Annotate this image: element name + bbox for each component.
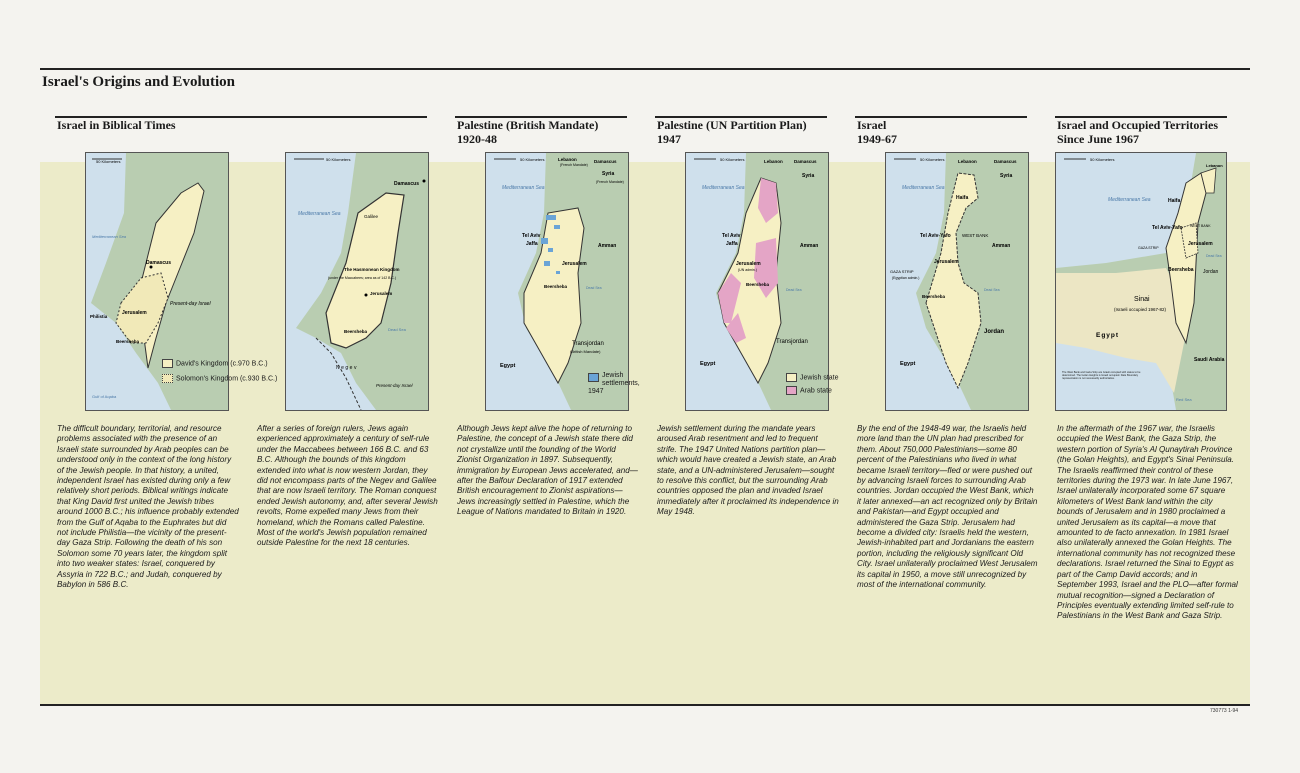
label-jordan: Jordan [1203,269,1219,275]
legend-swatch-david [162,359,173,368]
label-un-admin: (UN admin.) [738,268,757,272]
label-beersheba: Beersheba [116,339,140,344]
label-tel-aviv-yafo: Tel Aviv-Yafo [920,233,951,239]
panel-title-israel-1949-main: Israel [857,118,887,132]
label-amman: Amman [800,243,819,249]
label-mediterranean: Mediterranean Sea [902,185,945,191]
label-negev: Negev [336,365,358,371]
label-gulf-aqaba: Gulf of Aqaba [92,394,117,399]
label-tel-aviv-yafo: Tel Aviv-Yafo [1152,225,1183,231]
label-haifa: Haifa [1168,198,1181,204]
map-occupied-territories [1055,152,1227,411]
label-syria: Syria [1000,173,1013,179]
label-lebanon: Lebanon [764,159,783,164]
text-occupied [1057,424,1239,622]
label-damascus: Damascus [994,159,1017,164]
label-beersheba: Beersheba [746,282,770,287]
label-damascus: Damascus [594,159,617,164]
label-damascus: Damascus [794,159,817,164]
label-egypt: Egypt [900,361,916,367]
label-lebanon: Lebanon [1206,163,1223,168]
label-beersheba: Beersheba [544,284,568,289]
label-egyptian-admin: (Egyptian admin.) [892,276,920,280]
scale-label: 50 Kilometers [920,157,945,162]
map-israel-1949 [885,152,1029,411]
label-red-sea: Red Sea [1176,397,1192,402]
legend-label-solomon: Solomon's Kingdom (c.930 B.C.) [176,375,278,383]
text-mandate-body: Although Jews kept alive the hope of returning to Palestine, the concept of a Jewish state there did not crystallize until the founding of the World Zionist Organization in 1897. Subsequently, immigration by European Jews accelerated, and—after the Balfour Declaration of 1917 extended British encouragement to Zionist aspirations—Jews increasingly settled in Palestine, which the League of Nations mandated to Britain in 1920. [457,424,638,517]
text-mandate [457,424,639,518]
legend-label-arab-state: Arab state [800,387,832,395]
label-syria: Syria [802,173,815,179]
label-jerusalem: Jerusalem [736,261,761,267]
text-hasmonean [257,424,439,549]
catalog-number: 730773 1-94 [1210,708,1239,714]
label-mediterranean: Mediterranean Sea [1108,197,1151,203]
scale-label: 50 Kilometers [1090,157,1115,162]
map-hasmonean-svg [286,153,428,410]
label-syria-mandate: (French Mandate) [596,180,624,184]
text-hasmonean-body: After a series of foreign rulers, Jews again experienced approximately a century of self-rule under the Maccabees between 166 B.C. and 63 B.C. Although the bounds of this kingdom extended into what is now western Jordan, they did not encompass parts of the Negev and Galilee that are now Israeli territory. The Roman conquest ended Jewish autonomy, and, after several Jewish revolts, Rome expelled many Jews from their homeland, which the Romans called Palestine. Most of the world's Jewish population remained outside Palestine for the next 18 centuries. [257,424,438,548]
label-syria: Syria [602,171,615,177]
legend-mandate [588,372,652,396]
label-jerusalem: Jerusalem [562,261,587,267]
legend-item-solomon [162,374,277,383]
label-galilee: Galilee [364,214,379,219]
label-mediterranean: Mediterranean Sea [298,211,341,217]
legend-swatch-jewish-state [786,373,797,382]
label-present-day-israel: Present-day Israel [170,301,211,307]
label-sinai: Sinai [1134,296,1150,303]
legend-partition [786,373,839,396]
label-lebanon: Lebanon [558,157,577,162]
label-jaffa: Jaffa [726,241,738,247]
city-dot-damascus [423,180,426,183]
legend-swatch-settlements [588,373,599,382]
label-mediterranean: Mediterranean Sea [502,185,545,191]
scale-label: 50 Kilometers [720,157,745,162]
label-mediterranean: Mediterranean Sea [702,185,745,191]
label-sinai-note: (Israeli occupied 1967-82) [1114,307,1167,312]
label-beersheba: Beersheba [922,294,946,299]
label-dead-sea: Dead Sea [586,286,602,290]
panel-title-israel-1949-years: 1949-67 [857,132,897,146]
text-occupied-body: In the aftermath of the 1967 war, the Israelis occupied the West Bank, the Gaza Strip, the western portion of Syria's Al Qunaytirah Province (the Golan Heights), and Egypt's Sinai Peninsula. The Israelis reaffirmed their control of these territories during the 1973 war. In late June 1967, Israel unilaterally incorporated some 67 square kilometers of West Bank land within the city bounds of Jerusalem and in 1980 proclaimed a united Jerusalem as its capital—a move that amounted to de facto annexation. In 1981 Israel also unilaterally annexed the Golan Heights. The international community has not recognized these declarations. Israel returned the Sinai to Egypt as part of the Camp David accords; and in September 1993, Israel and the PLO—after formal mutual recognition—signed a Declaration of Principles eventually extending limited self-rule to Palestinians in the West Bank and Gaza Strip. [1057,424,1238,621]
panel-title-partition [657,118,807,146]
label-jerusalem: Jerusalem [122,310,147,316]
city-dot-jerusalem [365,294,368,297]
label-jaffa: Jaffa [526,241,538,247]
map-note: The West Bank and Gaza Strip are Israeli occupied with status to be determined. The Golan Heights is Israeli occupied. Date Boundary representation is not necessarily authoritative. [1062,371,1141,381]
bottom-rule [40,704,1250,706]
map-partition-svg [686,153,828,410]
label-jerusalem: Jerusalem [1188,241,1213,247]
label-west-bank: WEST BANK [1190,224,1211,228]
label-amman: Amman [598,243,617,249]
panel-title-mandate-main: Palestine (British Mandate) [457,118,599,132]
text-biblical [57,424,239,591]
label-hasmonean-note: (under the Maccabees; area as of 142 B.C.) [328,276,397,280]
panel-title-biblical: Israel in Biblical Times [57,118,176,132]
label-transjordan: Transjordan [572,341,604,347]
text-biblical-body: The difficult boundary, territorial, and resource problems associated with the presence of an Israeli state surrounded by Arab peoples can be understood only in the context of the long history of the Jewish people. In that history, a united, independent Israel has existed during only a few relatively short periods. Biblical writings indicate that King David first united the Jewish tribes around 1000 B.C.; his influence probably extended from the Gulf of Aqaba to the Euphrates but did not include Philistia—the vicinity of the present-day Gaza Strip. Following the death of his son Solomon some 70 years later, the kingdom split into two weaker states: Israel, conquered by Assyria in 722 B.C.; and Judah, conquered by Babylon in 586 B.C. [57,424,239,590]
label-dead-sea: Dead Sea [388,327,406,332]
label-hasmonean: The Hasmonean Kingdom [344,267,400,272]
label-jerusalem: Jerusalem [934,259,959,265]
text-partition [657,424,839,518]
map-israel-1949-svg [886,153,1028,410]
legend-label-david: David's Kingdom (c.970 B.C.) [176,360,268,368]
label-saudi-arabia: Saudi Arabia [1194,357,1225,363]
legend-item-arab-state [786,386,839,395]
legend-swatch-solomon [162,374,173,383]
legend-item-david [162,359,277,368]
label-amman: Amman [992,243,1011,249]
legend-swatch-arab-state [786,386,797,395]
label-present-day-israel: Present-day Israel [376,383,413,388]
label-lebanon-mandate: (French Mandate) [560,163,588,167]
text-partition-body: Jewish settlement during the mandate years aroused Arab resentment and led to frequent strife. The 1947 United Nations partition plan—which would have created a Jewish state, an Arab state, and a UN-administered Jerusalem—sought to resolve this conflict, but the surrounding Arab countries opposed the plan and invaded Israel immediately after it proclaimed its independence in May 1948. [657,424,839,517]
label-dead-sea: Dead Sea [984,288,1000,292]
panel-title-occupied-years: Since June 1967 [1057,132,1140,146]
panel-title-mandate-years: 1920-48 [457,132,497,146]
label-mediterranean: Mediterranean Sea [92,234,127,239]
label-jerusalem: Jerusalem [370,291,393,296]
panel-title-partition-years: 1947 [657,132,681,146]
label-haifa: Haifa [956,195,969,201]
map-note-container [1062,371,1142,407]
scale-label: 50 Kilometers [96,159,121,164]
label-jordan: Jordan [984,329,1005,335]
panel-title-occupied [1057,118,1218,146]
legend-label-jewish-state: Jewish state [800,374,839,382]
label-egypt: Egypt [500,363,516,369]
scale-label: 50 Kilometers [326,157,351,162]
label-egypt: Egypt [1096,332,1120,339]
label-gaza-strip: GAZA STRIP [1138,246,1159,250]
legend-label-settlements: Jewish settlements, 1947 [588,372,640,395]
label-west-bank: WEST BANK [962,233,989,238]
label-beersheba: Beersheba [1168,267,1194,273]
label-philistia: Philistia [90,314,108,319]
label-damascus: Damascus [146,260,172,266]
top-rule [40,68,1250,70]
text-israel-1949-body: By the end of the 1948-49 war, the Israelis held more land than the UN plan had prescribed for them. About 750,000 Palestinians—some 80 percent of the Palestinians who lived in what became Israeli territory—fled or were pushed out by advancing Israeli forces to surrounding Arab countries. Jordan occupied the West Bank, which it later annexed—an act recognized only by Britain and Pakistan—and Egypt occupied and administered the Gaza Strip. Jerusalem had become a divided city: Israelis held the western, Jewish-inhabited part and Jordanians the eastern portion, including the religiously significant Old City. Israel unilaterally proclaimed West Jerusalem its capital in 1950, a move still unrecognized by most of the international community. [857,424,1038,590]
label-damascus: Damascus [394,181,420,187]
panel-title-israel-1949 [857,118,897,146]
map-hasmonean [285,152,429,411]
panel-title-partition-main: Palestine (UN Partition Plan) [657,118,807,132]
label-gaza-strip: GAZA STRIP [890,269,914,274]
label-beersheba: Beersheba [344,329,368,334]
legend-biblical [162,359,277,384]
panel-title-occupied-main: Israel and Occupied Territories [1057,118,1218,132]
label-lebanon: Lebanon [958,159,977,164]
page-title: Israel's Origins and Evolution [42,74,235,90]
label-dead-sea: Dead Sea [1206,254,1222,258]
label-tel-aviv: Tel Aviv [522,233,541,239]
label-tel-aviv: Tel Aviv [722,233,741,239]
scale-label: 50 Kilometers [520,157,545,162]
label-egypt: Egypt [700,361,716,367]
label-transjordan: Transjordan [776,339,808,345]
text-israel-1949 [857,424,1039,591]
panel-title-mandate [457,118,598,146]
legend-item-jewish-state [786,373,839,382]
label-transjordan-mandate: (British Mandate) [570,349,601,354]
map-occupied-svg [1056,153,1226,410]
label-dead-sea: Dead Sea [786,288,802,292]
